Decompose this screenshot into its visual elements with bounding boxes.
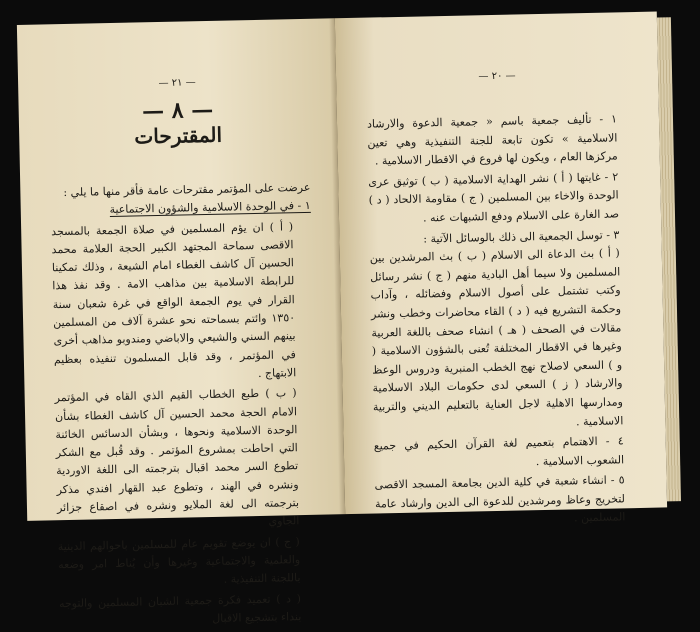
section-number: — ٨ — [141, 96, 214, 125]
list-item: ( أ ) بث الدعاة الى الاسلام ( ب ) بث المرشدين بين المسلمين ولا سيما أهل البادية منهم ( ج ) نشر رسائل وكتب تشتمل على أصول الاسلام وفضائله ، وآداب وحكمة التشريع فيه ( د ) القاء محاضرات وخطب ونشر مقالات في الصحف ( هـ ) انشاء صحف باللغة العربية وغيرها في الاقطار المختلفة تُعنى بالشؤون الاسلامية ( و ) السعي لاصلاح نهج الخطب المنبرية ودروس الوعظ والارشاد ( ز ) السعي لدى حكومات البلاد الاسلامية ومدارسها الاهلية لاجل العناية بالتعليم الديني والتربية الاسلامية . [369, 246, 624, 428]
list-item: ٥ - انشاء شعبة في كلية الدين بجامعة المسجد الاقصى لتخريج وعاظ ومرشدين للدعوة الى الدين وارشاد عامة المسلمين . [374, 473, 626, 525]
list-item: ٤ - الاهتمام بتعميم لغة القرآن الحكيم في جميع الشعوب الاسلامية . [373, 434, 625, 468]
page-number: — ٢٠ — [478, 70, 516, 83]
list-item: ١ - تأليف جمعية باسم « جمعية الدعوة والارشاد الاسلامية » تكون تابعة للجنة التنفيذية وهي تعين مركزها العام ، ويكون لها فروع في الاقطار الاسلامية . [366, 112, 618, 168]
list-item: ٣ - توسل الجمعية الى ذلك بالوسائل الآتية : [423, 227, 620, 246]
section-title: المقترحات [134, 122, 223, 149]
paragraph: ( د ) تعميد فكرة جمعية الشبان المسلمين والتوجه بنداء بتشجيع الاقبال [58, 591, 302, 625]
left-page [17, 18, 345, 625]
left-page-body [50, 179, 319, 631]
intro-line: عرضت على المؤتمر مقترحات عامة فأقر منها ما يلي : [63, 180, 311, 200]
paragraph: ( ج ) ان يوضع تقويم عام للمسلمين باحوالهم الدينية والعلمية والاجتماعية وغيرها وأن يُناط امر وضعه باللجنة التنفيذية . [57, 534, 301, 586]
right-page-body [367, 110, 644, 533]
open-book-spread [17, 11, 685, 625]
subsection-heading-text: ١ - في الوحدة الاسلامية والشؤون الاجتماعية [109, 199, 311, 217]
page-number: — ٢١ — [158, 77, 196, 89]
paragraph: ( ب ) طبع الخطاب القيم الذي القاه في المؤتمر الامام الحجة محمد الحسين آل كاشف الغطاء بشأن الوحدة الاسلامية ونحوها ، وبشأن الدسائس الخائنة التي احاطت بمشروع المؤتمر . وقد قُبل مع الشكر تطوع السر محمد اقبال بترجمته الى اللغة الاوردية ونشره في الهند ، وتطوع عبد القهار افندي مذكر بترجمته الى لغة الملايو ونشره في اصقاع جزائر الجاوي [54, 386, 300, 529]
page-edges [657, 17, 681, 501]
paragraph: ( أ ) ان يؤم المسلمين في صلاة الجمعة بالمسجد الاقصى سماحة المجتهد الكبير الحجة العلامة محمد الحسين آل كاشف الغطاء امام الشيعة ، وذلك تمكينا للرابطة الاسلامية بين مذاهب الامة . وقد نفذ هذا القرار في يوم الجمعة الواقع في غرة شعبان سنة ١٣٥٠ وائتم بسماحته نحو عشرة آلاف من المسلمين بينهم السني والشيعي والاباضي ومندوبو مذاهب أخرى في المؤتمر ، وقد قابل المسلمون تنفيذه بعظيم الابتهاج . [51, 219, 297, 380]
list-item: ٢ - غايتها ( أ ) نشر الهداية الاسلامية ( ب ) توثيق عرى الوحدة والاخاء بين المسلمين ( ج ) مقاومة الالحاد ( د ) صد الغارة على الاسلام ودفع الشبهات عنه . [368, 170, 620, 225]
right-page [335, 12, 667, 525]
